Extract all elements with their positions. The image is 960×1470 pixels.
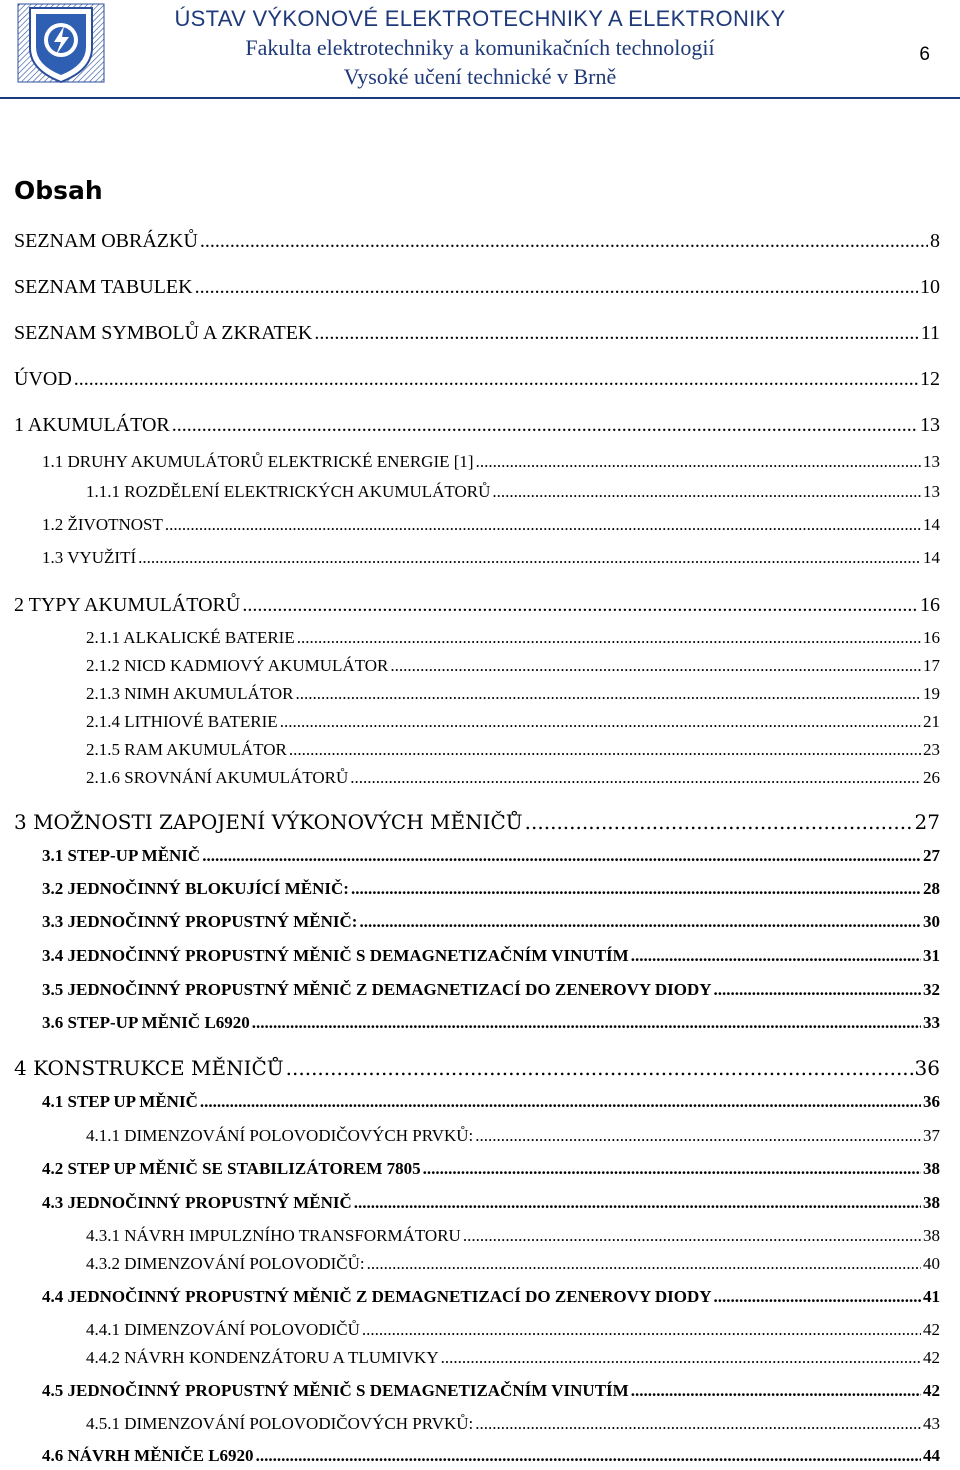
toc-entry-title: 4 KONSTRUKCE MĚNIČŮ xyxy=(14,1056,284,1080)
toc-entry[interactable] xyxy=(42,846,940,866)
toc-entry-page: 16 xyxy=(923,628,940,647)
toc-entry-page: 8 xyxy=(930,230,940,252)
toc-entry-page: 38 xyxy=(923,1226,940,1245)
toc-entry-title: 2.1.3 NIMH AKUMULÁTOR xyxy=(86,684,294,703)
toc-entry-page: 33 xyxy=(923,1013,940,1032)
toc-entry[interactable] xyxy=(14,414,940,437)
toc-entry-title: 1.1.1 ROZDĚLENÍ ELEKTRICKÝCH AKUMULÁTORŮ xyxy=(86,482,491,501)
toc-entry[interactable] xyxy=(42,1287,940,1307)
toc-entry[interactable] xyxy=(86,684,940,704)
toc-entry[interactable] xyxy=(86,740,940,760)
toc-entry-page: 31 xyxy=(923,946,940,965)
toc-entry-page: 21 xyxy=(923,712,940,731)
toc-entry-page: 27 xyxy=(923,846,940,865)
toc-entry-title: 2.1.5 RAM AKUMULÁTOR xyxy=(86,740,287,759)
toc-entry-page: 38 xyxy=(923,1159,940,1178)
toc-entry-page: 13 xyxy=(923,482,940,501)
toc-entry[interactable] xyxy=(86,656,940,676)
toc-entry-title: 2.1.4 LITHIOVÉ BATERIE xyxy=(86,712,278,731)
toc-entry[interactable] xyxy=(42,946,940,966)
toc-entry[interactable] xyxy=(42,1193,940,1213)
toc-entry-title: 4.3.2 DIMENZOVÁNÍ POLOVODIČŮ: xyxy=(86,1254,365,1273)
toc-entry[interactable] xyxy=(42,879,940,899)
toc-entry-page: 43 xyxy=(923,1414,940,1433)
toc-entry[interactable] xyxy=(42,1092,940,1112)
toc-entry-page: 27 xyxy=(914,810,940,834)
toc-entry[interactable] xyxy=(86,1126,940,1146)
toc-entry-title: 1.1 DRUHY AKUMULÁTORŮ ELEKTRICKÉ ENERGIE [1] xyxy=(42,452,474,471)
toc-entry-title: 2 TYPY AKUMULÁTORŮ xyxy=(14,594,241,616)
toc-entry[interactable] xyxy=(14,1056,940,1080)
toc-entry[interactable] xyxy=(14,322,940,345)
toc-entry-page: 42 xyxy=(923,1320,940,1339)
toc-entry-title: 4.1 STEP UP MĚNIČ xyxy=(42,1092,198,1111)
toc-entry[interactable] xyxy=(42,548,940,568)
toc-entry[interactable] xyxy=(42,980,940,1000)
toc-entry-page: 13 xyxy=(923,452,940,471)
toc-entry-title: 4.4 JEDNOČINNÝ PROPUSTNÝ MĚNIČ Z DEMAGNETIZACÍ DO ZENEROVY DIODY xyxy=(42,1287,712,1306)
toc-entry-title: 3.3 JEDNOČINNÝ PROPUSTNÝ MĚNIČ: xyxy=(42,912,358,931)
toc-entry[interactable] xyxy=(86,1320,940,1340)
toc-entry[interactable] xyxy=(86,1414,940,1434)
toc-entry[interactable] xyxy=(86,1226,940,1246)
toc-entry-title: 3.6 STEP-UP MĚNIČ L6920 xyxy=(42,1013,250,1032)
toc-entry[interactable] xyxy=(42,515,940,535)
toc-title: Obsah xyxy=(14,176,103,205)
toc-entry-title: 3 MOŽNOSTI ZAPOJENÍ VÝKONOVÝCH MĚNIČŮ xyxy=(14,810,523,834)
toc-entry-page: 36 xyxy=(914,1056,940,1080)
toc-entry-title: SEZNAM TABULEK xyxy=(14,276,193,298)
toc-entry[interactable] xyxy=(42,1159,940,1179)
toc-entry-page: 37 xyxy=(923,1126,940,1145)
toc-entry[interactable] xyxy=(86,482,940,502)
toc-entry-page: 17 xyxy=(923,656,940,675)
toc-entry-title: 4.4.1 DIMENZOVÁNÍ POLOVODIČŮ xyxy=(86,1320,360,1339)
toc-entry-page: 26 xyxy=(923,768,940,787)
toc-entry[interactable] xyxy=(14,810,940,834)
toc-entry[interactable] xyxy=(42,912,940,932)
toc-entry-title: 3.4 JEDNOČINNÝ PROPUSTNÝ MĚNIČ S DEMAGNETIZAČNÍM VINUTÍM xyxy=(42,946,629,965)
toc-entry-title: 2.1.6 SROVNÁNÍ AKUMULÁTORŮ xyxy=(86,768,349,787)
toc-entry-page: 40 xyxy=(923,1254,940,1273)
page-number: 6 xyxy=(919,44,930,65)
toc-entry-page: 14 xyxy=(923,548,940,567)
institute-name: ÚSTAV VÝKONOVÉ ELEKTROTECHNIKY A ELEKTRONIKY xyxy=(174,6,786,31)
toc-entry-page: 44 xyxy=(923,1446,940,1465)
toc-entry-title: SEZNAM OBRÁZKŮ xyxy=(14,230,198,252)
toc-entry-title: 3.5 JEDNOČINNÝ PROPUSTNÝ MĚNIČ Z DEMAGNETIZACÍ DO ZENEROVY DIODY xyxy=(42,980,712,999)
toc-entry-page: 23 xyxy=(923,740,940,759)
toc-entry-title: 4.2 STEP UP MĚNIČ SE STABILIZÁTOREM 7805 xyxy=(42,1159,421,1178)
toc-entry[interactable] xyxy=(86,712,940,732)
toc-entry-page: 32 xyxy=(923,980,940,999)
toc-entry-page: 42 xyxy=(923,1381,940,1400)
toc-entry-title: 3.1 STEP-UP MĚNIČ xyxy=(42,846,201,865)
toc-entry-page: 28 xyxy=(923,879,940,898)
toc-entry-title: 1.2 ŽIVOTNOST xyxy=(42,515,163,534)
toc-entry-page: 11 xyxy=(920,322,940,344)
toc-entry[interactable] xyxy=(14,276,940,299)
toc-entry[interactable] xyxy=(86,1348,940,1368)
toc-entry[interactable] xyxy=(14,594,940,617)
toc-entry[interactable] xyxy=(42,452,940,472)
toc-entry-page: 10 xyxy=(920,276,940,298)
toc-entry-title: 4.5 JEDNOČINNÝ PROPUSTNÝ MĚNIČ S DEMAGNETIZAČNÍM VINUTÍM xyxy=(42,1381,629,1400)
toc-entry-title: 4.6 NÁVRH MĚNIČE L6920 xyxy=(42,1446,254,1465)
toc-entry-title: 4.3.1 NÁVRH IMPULZNÍHO TRANSFORMÁTORU xyxy=(86,1226,461,1245)
toc-entry-title: SEZNAM SYMBOLŮ A ZKRATEK xyxy=(14,322,313,344)
toc-entry-page: 16 xyxy=(920,594,940,616)
toc-entry[interactable] xyxy=(42,1381,940,1401)
toc-entry[interactable] xyxy=(86,628,940,648)
toc-entry-title: 1 AKUMULÁTOR xyxy=(14,414,170,436)
toc-entry[interactable] xyxy=(86,768,940,788)
toc-entry-page: 38 xyxy=(923,1193,940,1212)
toc-entry-page: 36 xyxy=(923,1092,940,1111)
toc-entry[interactable] xyxy=(14,368,940,391)
toc-entry-title: 2.1.2 NICD KADMIOVÝ AKUMULÁTOR xyxy=(86,656,389,675)
toc-entry-page: 30 xyxy=(923,912,940,931)
toc-entry-title: 4.4.2 NÁVRH KONDENZÁTORU A TLUMIVKY xyxy=(86,1348,439,1367)
toc-entry[interactable] xyxy=(14,230,940,253)
toc-entry[interactable] xyxy=(86,1254,940,1274)
toc-entry-title: 4.5.1 DIMENZOVÁNÍ POLOVODIČOVÝCH PRVKŮ: xyxy=(86,1414,474,1433)
toc-entry-page: 19 xyxy=(923,684,940,703)
toc-entry[interactable] xyxy=(42,1013,940,1033)
toc-entry-title: 4.1.1 DIMENZOVÁNÍ POLOVODIČOVÝCH PRVKŮ: xyxy=(86,1126,474,1145)
toc-entry[interactable] xyxy=(42,1446,940,1466)
toc-entry-title: 2.1.1 ALKALICKÉ BATERIE xyxy=(86,628,295,647)
toc-entry-page: 41 xyxy=(923,1287,940,1306)
toc-entry-page: 42 xyxy=(923,1348,940,1367)
university-name: Vysoké učení technické v Brně xyxy=(343,64,617,89)
toc-entry-title: 3.2 JEDNOČINNÝ BLOKUJÍCÍ MĚNIČ: xyxy=(42,879,349,898)
toc-entry-page: 14 xyxy=(923,515,940,534)
toc-entry-title: 4.3 JEDNOČINNÝ PROPUSTNÝ MĚNIČ xyxy=(42,1193,352,1212)
toc-entry-page: 13 xyxy=(920,414,940,436)
toc-entry-title: ÚVOD xyxy=(14,368,72,390)
toc-entry-page: 12 xyxy=(920,368,940,390)
faculty-name: Fakulta elektrotechniky a komunikačních technologií xyxy=(245,35,715,60)
toc-entry-title: 1.3 VYUŽITÍ xyxy=(42,548,137,567)
